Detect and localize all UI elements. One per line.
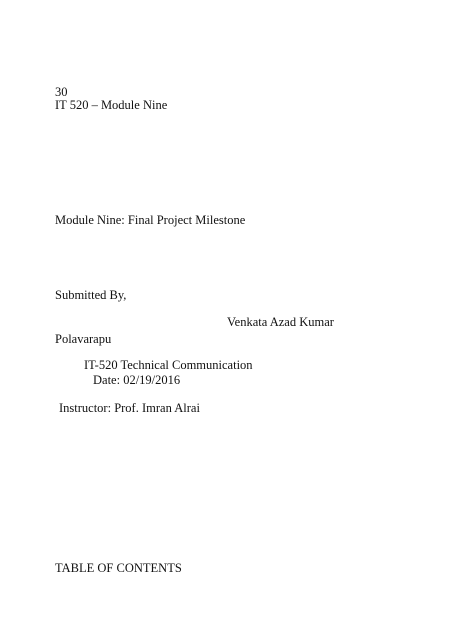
toc-heading: TABLE OF CONTENTS	[55, 561, 182, 575]
page-number: 30	[55, 85, 68, 99]
submission-date: Date: 02/19/2016	[93, 373, 181, 387]
instructor-name: Instructor: Prof. Imran Alrai	[59, 401, 200, 415]
author-name: Venkata Azad Kumar	[227, 315, 334, 329]
author-surname: Polavarapu	[55, 332, 112, 346]
submitted-by-label: Submitted By,	[55, 288, 127, 302]
document-title: Module Nine: Final Project Milestone	[55, 213, 246, 227]
course-name: IT-520 Technical Communication	[84, 358, 253, 372]
running-title: IT 520 – Module Nine	[55, 98, 168, 112]
